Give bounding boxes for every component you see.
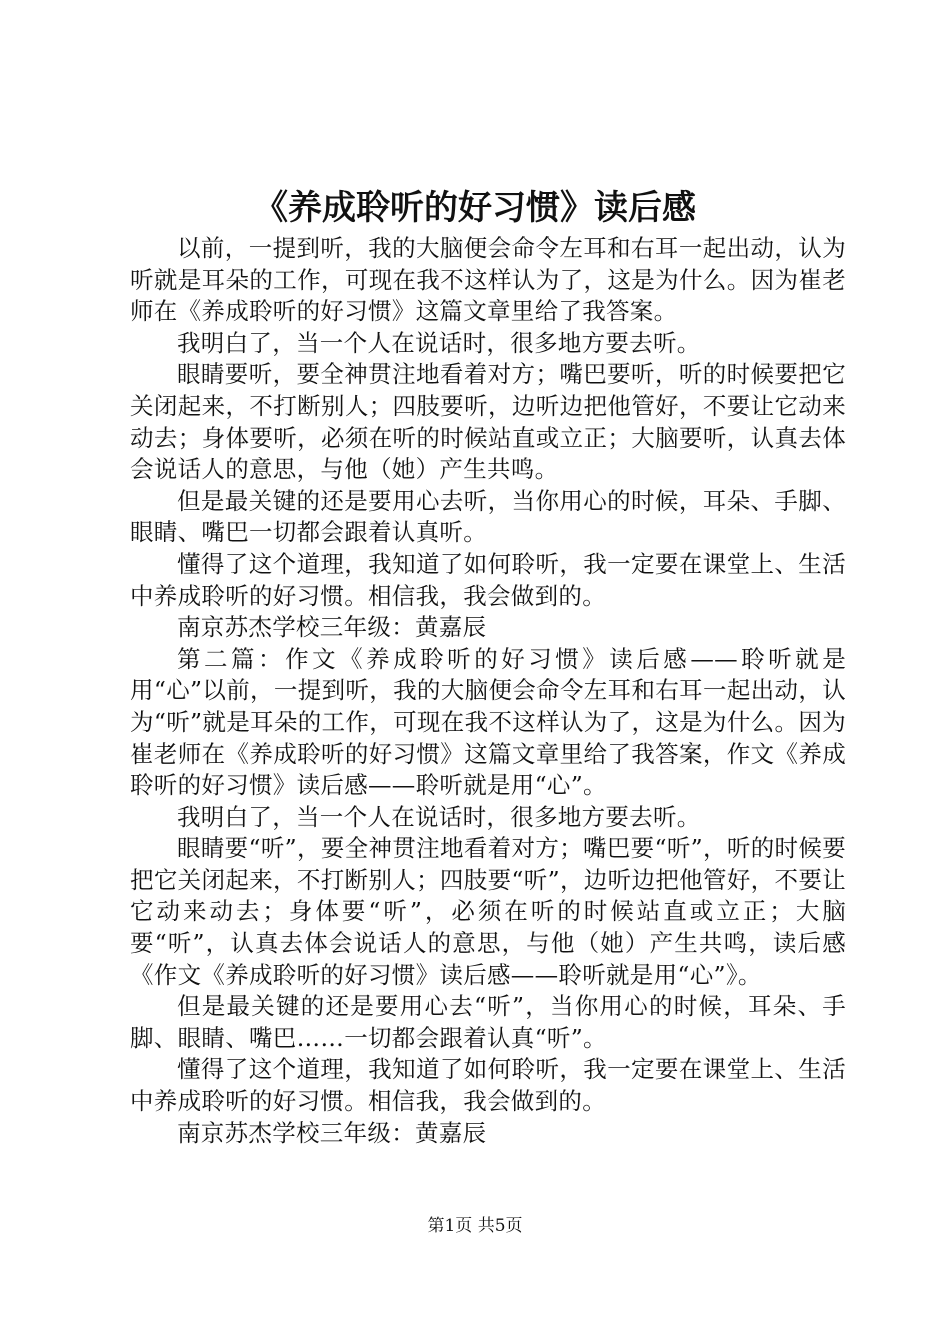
paragraph: 以前，一提到听，我的大脑便会命令左耳和右耳一起出动，认为听就是耳朵的工作，可现在我不这样认为了，这是为什么。因为崔老师在《养成聆听的好习惯》这篇文章里给了我答案。 [130,234,846,326]
paragraph: 眼睛要“听”，要全神贯注地看着对方；嘴巴要“听”，听的时候要把它关闭起来，不打断别人；四肢要“听”，边听边把他管好，不要让它动来动去；身体要“听”，必须在听的时候站直或立正；大脑要“听”，认真去体会说话人的意思，与他（她）产生共鸣，读后感《作文《养成聆听的好习惯》读后感——聆听就是用“心”》。 [130,834,846,989]
document-title: 《养成聆听的好习惯》读后感 [254,188,696,228]
document-body [130,233,846,1149]
author-line: 南京苏杰学校三年级：黄嘉辰 [177,613,487,642]
author-line: 南京苏杰学校三年级：黄嘉辰 [177,1118,487,1147]
paragraph: 我明白了，当一个人在说话时，很多地方要去听。 [177,328,701,357]
paragraph: 但是最关键的还是要用心去“听”，当你用心的时候，耳朵、手脚、眼睛、嘴巴……一切都会跟着认真“听”。 [130,992,846,1052]
paragraph: 懂得了这个道理，我知道了如何聆听，我一定要在课堂上、生活中养成聆听的好习惯。相信我，我会做到的。 [130,549,846,610]
paragraph: 懂得了这个道理，我知道了如何聆听，我一定要在课堂上、生活中养成聆听的好习惯。相信我，我会做到的。 [130,1055,846,1116]
paragraph: 但是最关键的还是要用心去听，当你用心的时候，耳朵、手脚、眼睛、嘴巴一切都会跟着认真听。 [130,486,846,547]
page-footer: 第1页 共5页 [427,1216,523,1236]
paragraph: 第二篇：作文《养成聆听的好习惯》读后感——聆听就是用“心”以前，一提到听，我的大脑便会命令左耳和右耳一起出动，认为“听”就是耳朵的工作，可现在我不这样认为了，这是为什么。因为崔老师在《养成聆听的好习惯》这篇文章里给了我答案，作文《养成聆听的好习惯》读后感——聆听就是用“心”。 [130,644,846,800]
paragraph: 我明白了，当一个人在说话时，很多地方要去听。 [177,802,701,831]
paragraph: 眼睛要听，要全神贯注地看着对方；嘴巴要听，听的时候要把它关闭起来，不打断别人；四肢要听，边听边把他管好，不要让它动来动去；身体要听，必须在听的时候站直或立正；大脑要听，认真去体会说话人的意思，与他（她）产生共鸣。 [130,360,846,484]
